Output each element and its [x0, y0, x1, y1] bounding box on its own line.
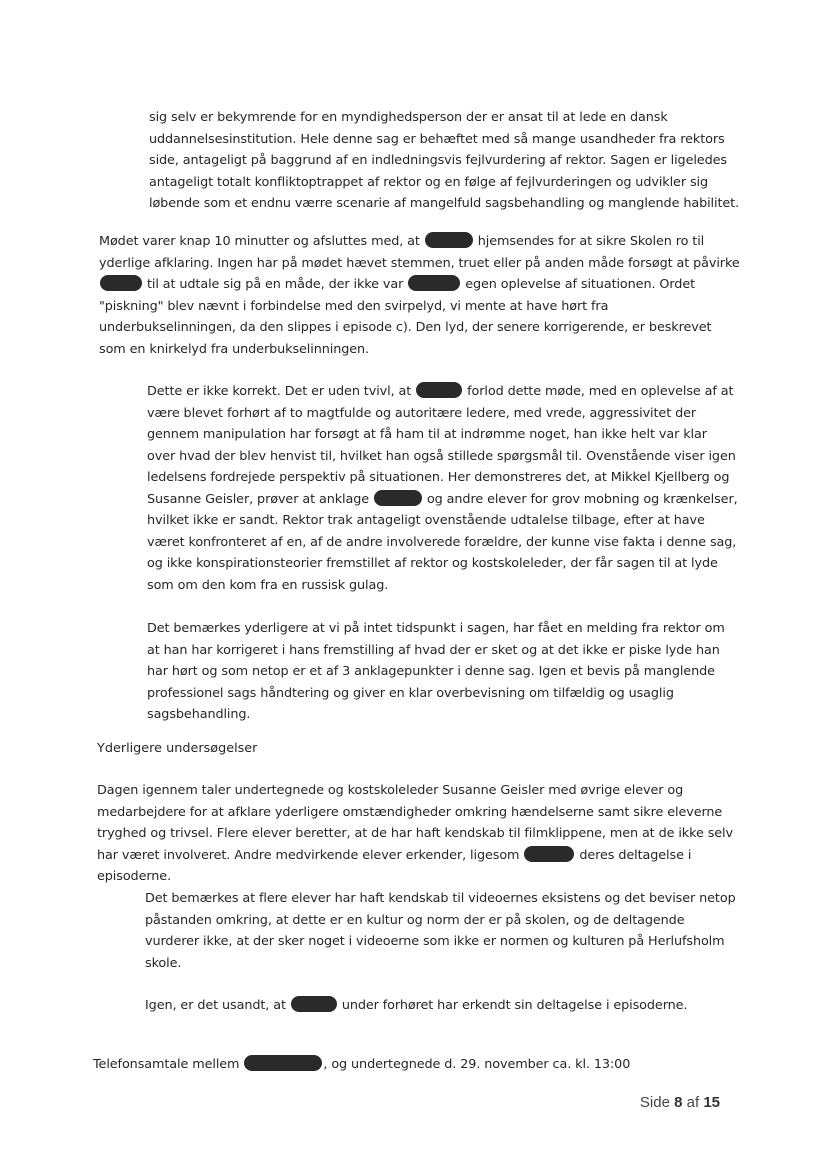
- text-line: som en knirkelyd fra underbukselinningen.: [99, 341, 369, 357]
- paragraph-4: [147, 618, 725, 726]
- redaction-mark: [291, 996, 337, 1012]
- text-line: tryghed og trivsel. Flere elever beretter, at de har haft kendskab til filmklippene, men at de ikke selv: [97, 826, 733, 841]
- text-line: Det bemærkes at flere elever har haft kendskab til videoernes eksistens og det beviser netop: [145, 891, 736, 906]
- text-segment: Dette er ikke korrekt. Det er uden tvivl, at: [147, 384, 412, 399]
- text-segment: hjemsendes for at sikre Skolen ro til: [477, 234, 705, 249]
- text-line: [99, 274, 740, 296]
- paragraph-8: [93, 1054, 630, 1076]
- page-current: 8: [674, 1094, 683, 1111]
- text-line: professionel sags håndtering og giver en klar overbevisning om tilfældig og usaglig: [147, 685, 674, 701]
- text-segment: Telefonsamtale mellem: [93, 1057, 240, 1072]
- text-line: vurderer ikke, at der sker noget i videoerne som ikke er normen og kulturen på Herlufsholm: [145, 934, 725, 949]
- text-segment: Mødet varer knap 10 minutter og afsluttes med, at: [99, 234, 420, 249]
- text-line: og ikke konspirationsteorier fremstillet af rektor og kostskoleleder, der får sagen til at lyde: [147, 556, 718, 571]
- text-line: påstanden omkring, at dette er en kultur og norm der er på skolen, og de deltagende: [145, 912, 685, 928]
- text-line: været konfronteret af en, af de andre involverede forældre, der kunne vise fakta i denne sag,: [147, 534, 737, 550]
- redaction-mark: [408, 275, 460, 291]
- paragraph-7: [145, 995, 687, 1017]
- text-line: underbukselinningen, da den slippes i episode c). Den lyd, der senere korrigerende, er beskrevet: [99, 320, 712, 335]
- text-line: [97, 845, 733, 867]
- text-line: side, antageligt på baggrund af en indledningsvis fejlvurdering af rektor. Sagen er ligeledes: [149, 153, 727, 168]
- paragraph-3: [147, 381, 738, 596]
- redaction-mark: [524, 846, 574, 862]
- text-line: [93, 1054, 630, 1076]
- text-line: [147, 489, 738, 511]
- text-line: ledelsens fordrejede perspektiv på situationen. Her demonstreres det, at Mikkel Kjellberg og: [147, 470, 730, 485]
- text-line: Det bemærkes yderligere at vi på intet tidspunkt i sagen, har fået en melding fra rektor om: [147, 621, 725, 636]
- section-heading: Yderligere undersøgelser: [97, 741, 258, 756]
- text-segment: har været involveret. Andre medvirkende elever erkender, ligesom: [97, 847, 520, 863]
- text-segment: til at udtale sig på en måde, der ikke var: [146, 277, 404, 292]
- redaction-mark: [425, 232, 473, 248]
- text-line: skole.: [145, 955, 182, 971]
- text-line: antageligt totalt konfliktoptrappet af rektor og en følge af fejlvurderingen og udvikler sig: [149, 174, 708, 190]
- text-line: "piskning" blev nævnt i forbindelse med den svirpelyd, vi mente at have hørt fra: [99, 298, 609, 314]
- redaction-mark: [100, 275, 142, 291]
- text-line: gennem manipulation har forsøgt at få ham til at indrømme noget, han ikke helt var klar: [147, 427, 707, 442]
- page-label: Side: [639, 1094, 670, 1111]
- page-total: 15: [703, 1094, 720, 1111]
- text-segment: forlod dette møde, med en oplevelse af at: [467, 384, 734, 399]
- page-number: [640, 1094, 720, 1111]
- text-line: hvilket ikke er sandt. Rektor trak antageligt ovenstående udtalelse tilbage, efter at have: [147, 513, 705, 528]
- redaction-mark: [244, 1055, 322, 1071]
- page-of: af: [686, 1094, 700, 1111]
- redaction-mark: [416, 382, 462, 398]
- text-line: yderlige afklaring. Ingen har på mødet hævet stemmen, truet eller på anden måde forsøgt at påvirke: [99, 255, 740, 271]
- text-line: [99, 231, 740, 253]
- text-line: at han har korrigeret i hans fremstilling af hvad der er sket og at det ikke er piske lyde han: [147, 642, 720, 658]
- text-segment: Igen, er det usandt, at: [145, 998, 286, 1013]
- text-segment: , og undertegnede d. 29. november ca. kl. 13:00: [323, 1057, 631, 1072]
- text-line: [145, 995, 687, 1017]
- text-segment: Susanne Geisler, prøver at anklage: [147, 491, 370, 507]
- paragraph-6: [145, 888, 736, 974]
- text-segment: og andre elever for grov mobning og krænkelser,: [426, 491, 738, 507]
- redaction-mark: [374, 490, 422, 506]
- text-line: som om den kom fra en russisk gulag.: [147, 577, 389, 593]
- text-segment: under forhøret har erkendt sin deltagelse i episoderne.: [341, 998, 688, 1013]
- text-line: løbende som et endnu værre scenarie af mangelfuld sagsbehandling og manglende habilitet.: [149, 196, 740, 211]
- text-line: sig selv er bekymrende for en myndighedsperson der er ansat til at lede en dansk: [149, 110, 668, 125]
- text-line: over hvad der blev henvist til, hvilket han også stillede spørgsmål til. Ovenstående viser igen: [147, 448, 736, 464]
- text-line: være blevet forhørt af to magtfulde og autoritære ledere, med vrede, aggressivitet der: [147, 405, 697, 421]
- text-line: [147, 381, 738, 403]
- paragraph-5: [97, 780, 733, 888]
- text-line: har hørt og som netop er et af 3 anklagepunkter i denne sag. Igen et bevis på manglende: [147, 664, 715, 679]
- text-line: medarbejdere for at afklare yderligere omstændigheder omkring hændelserne samt sikre eleverne: [97, 804, 723, 820]
- text-segment: egen oplevelse af situationen. Ordet: [465, 277, 696, 292]
- text-line: episoderne.: [97, 869, 172, 884]
- text-line: Dagen igennem taler undertegnede og kostskoleleder Susanne Geisler med øvrige elever og: [97, 783, 684, 798]
- text-segment: deres deltagelse i: [579, 847, 692, 863]
- paragraph-1: [149, 107, 739, 215]
- text-line: uddannelsesinstitution. Hele denne sag er behæftet med så mange usandheder fra rektors: [149, 131, 725, 147]
- text-line: sagsbehandling.: [147, 707, 251, 722]
- paragraph-2: [99, 231, 740, 360]
